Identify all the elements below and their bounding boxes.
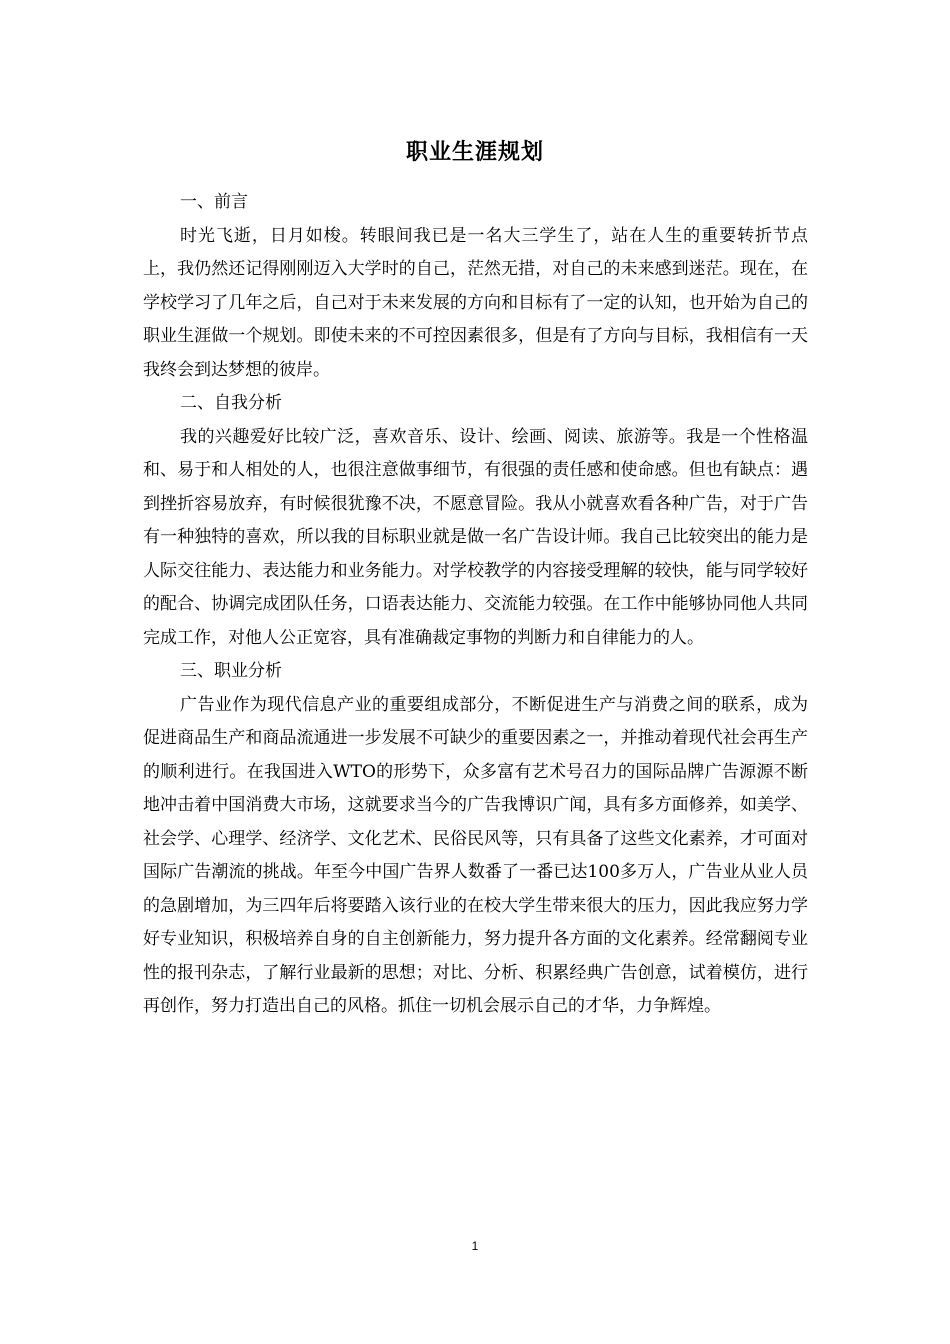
section-paragraph-career-analysis: 广告业作为现代信息产业的重要组成部分，不断促进生产与消费之间的联系，成为促进商品生产和商品流通进一步发展不可缺少的重要因素之一，并推动着现代社会再生产的顺利进行。在我国进入WTO的形势下，众多富有艺术号召力的国际品牌广告源源不断地冲击着中国消费大市场，这就要求当今的广告我博识广闻，具有多方面修养，如美学、社会学、心理学、经济学、文化艺术、民俗民风等，只有具备了这些文化素养，才可面对国际广告潮流的挑战。年至今中国广告界人数番了一番已达100多万人，广告业从业人员的急剧增加，为三四年后将要踏入该行业的在校大学生带来很大的压力，因此我应努力学好专业知识，积极培养自身的自主创新能力，努力提升各方面的文化素养。经常翻阅专业性的报刊杂志，了解行业最新的思想；对比、分析、积累经典广告创意，试着模仿，进行再创作，努力打造出自己的风格。抓住一切机会展示自己的才华，力争辉煌。 <box>143 694 808 1016</box>
section-paragraph-preface: 时光飞逝，日月如梭。转眼间我已是一名大三学生了，站在人生的重要转折节点上，我仍然还记得刚刚迈入大学时的自己，茫然无措，对自己的未来感到迷茫。现在，在学校学习了几年之后，自己对于未来发展的方向和目标有了一定的认知，也开始为自己的职业生涯做一个规划。即使未来的不可控因素很多，但是有了方向与目标，我相信有一天我终会到达梦想的彼岸。 <box>143 225 808 380</box>
section-heading-preface: 一、前言 <box>180 192 248 212</box>
document-title: 职业生涯规划 <box>405 139 544 165</box>
page-number: 1 <box>471 1239 479 1253</box>
document-body <box>143 186 808 1024</box>
section-heading-career-analysis: 三、职业分析 <box>180 661 282 681</box>
section-heading-self-analysis: 二、自我分析 <box>180 393 282 413</box>
section-paragraph-self-analysis: 我的兴趣爱好比较广泛，喜欢音乐、设计、绘画、阅读、旅游等。我是一个性格温和、易于和人相处的人，也很注意做事细节，有很强的责任感和使命感。但也有缺点：遇到挫折容易放弃，有时候很犹豫不决，不愿意冒险。我从小就喜欢看各种广告，对于广告有一种独特的喜欢，所以我的目标职业就是做一名广告设计师。我自己比较突出的能力是人际交往能力、表达能力和业务能力。对学校教学的内容接受理解的较快，能与同学较好的配合、协调完成团队任务，口语表达能力、交流能力较强。在工作中能够协同他人共同完成工作，对他人公正宽容，具有准确裁定事物的判断力和自律能力的人。 <box>143 426 808 648</box>
